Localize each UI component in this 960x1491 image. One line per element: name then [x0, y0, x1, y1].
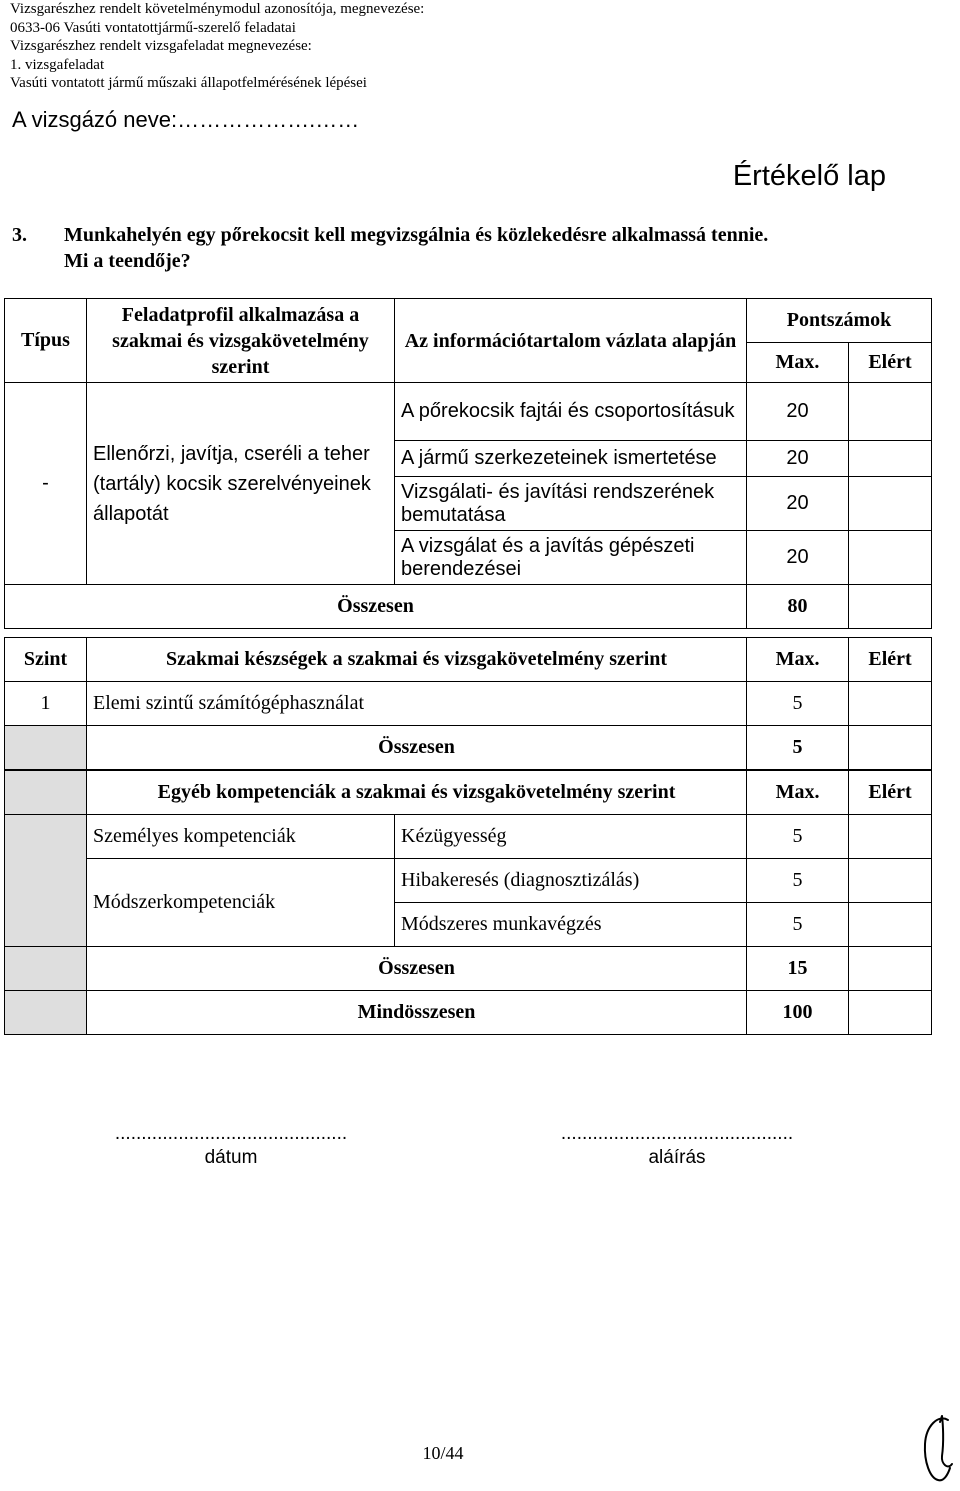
grand-total-achieved[interactable] — [849, 991, 932, 1035]
candidate-name-dots: ……………….…… — [177, 107, 360, 132]
other-competencies-header: Egyéb kompetenciák a szakmai és vizsgakövetelmény szerint — [87, 771, 747, 815]
type-header: Típus — [5, 299, 87, 383]
total-value: 5 — [747, 726, 849, 770]
total-value: 15 — [747, 947, 849, 991]
outline-item: Vizsgálati- és javítási rendszerének bemutatása — [395, 477, 747, 531]
competency-item: Kézügyesség — [395, 815, 747, 859]
profile-value: Ellenőrzi, javítja, cseréli a teher (tartály) kocsik szerelvényeinek állapotát — [87, 383, 395, 585]
competency-item: Módszeres munkavégzés — [395, 903, 747, 947]
total-achieved[interactable] — [849, 585, 932, 629]
max-value: 20 — [747, 531, 849, 585]
max-value: 5 — [747, 682, 849, 726]
question-text-line1: Munkahelyén egy pőrekocsit kell megvizsgálnia és közlekedésre alkalmassá tennie. — [64, 224, 769, 246]
question-text-line2: Mi a teendője? — [64, 250, 191, 272]
skills-header: Szakmai készségek a szakmai és vizsgakövetelmény szerint — [87, 638, 747, 682]
max-value: 20 — [747, 477, 849, 531]
achieved-value[interactable] — [849, 682, 932, 726]
skills-table — [4, 637, 932, 770]
max-header: Max. — [747, 638, 849, 682]
signature-block — [542, 1122, 812, 1170]
outline-item: A pőrekocsik fajtái és csoportosításuk — [395, 383, 747, 441]
achieved-header: Elért — [849, 343, 932, 383]
achieved-value[interactable] — [849, 903, 932, 947]
achieved-header: Elért — [849, 771, 932, 815]
achieved-value[interactable] — [849, 441, 932, 477]
level-value: 1 — [5, 682, 87, 726]
question — [12, 222, 912, 274]
date-signature-block — [96, 1122, 366, 1170]
achieved-value[interactable] — [849, 531, 932, 585]
header-line: Vasúti vontatott jármű műszaki állapotfelmérésének lépései — [10, 75, 367, 91]
document-header — [10, 0, 424, 93]
empty-cell — [5, 726, 87, 770]
max-header: Max. — [747, 343, 849, 383]
candidate-name-label: A vizsgázó neve: — [12, 107, 178, 132]
personal-competencies-label: Személyes kompetenciák — [87, 815, 395, 859]
competency-item: Hibakeresés (diagnosztizálás) — [395, 859, 747, 903]
empty-cell — [5, 771, 87, 815]
total-achieved[interactable] — [849, 726, 932, 770]
question-number: 3. — [12, 224, 27, 246]
empty-cell — [5, 815, 87, 947]
total-label: Összesen — [87, 947, 747, 991]
achieved-value[interactable] — [849, 477, 932, 531]
achieved-value[interactable] — [849, 815, 932, 859]
total-value: 80 — [747, 585, 849, 629]
grand-total-label: Mindösszesen — [87, 991, 747, 1035]
total-label: Összesen — [5, 585, 747, 629]
date-dots: ............................................ — [114, 1123, 348, 1144]
empty-cell — [5, 991, 87, 1035]
max-header: Max. — [747, 771, 849, 815]
header-line: Vizsgarészhez rendelt követelménymodul azonosítója, megnevezése: — [10, 1, 425, 17]
signature-label: aláírás — [648, 1147, 706, 1168]
achieved-value[interactable] — [849, 383, 932, 441]
max-value: 5 — [747, 859, 849, 903]
grand-total-value: 100 — [747, 991, 849, 1035]
date-label: dátum — [204, 1147, 258, 1168]
total-label: Összesen — [87, 726, 747, 770]
max-value: 20 — [747, 441, 849, 477]
max-value: 5 — [747, 815, 849, 859]
handwritten-initials-icon — [918, 1412, 958, 1484]
total-achieved[interactable] — [849, 947, 932, 991]
level-header: Szint — [5, 638, 87, 682]
empty-cell — [5, 947, 87, 991]
page-number: 10/44 — [422, 1443, 464, 1463]
header-line: Vizsgarészhez rendelt vizsgafeladat megnevezése: — [10, 38, 312, 54]
outline-item: A jármű szerkezeteinek ismertetése — [395, 441, 747, 477]
achieved-value[interactable] — [849, 859, 932, 903]
points-header: Pontszámok — [747, 299, 932, 343]
profile-header: Feladatprofil alkalmazása a szakmai és vizsgakövetelmény szerint — [87, 299, 395, 383]
competencies-table — [4, 770, 932, 1035]
evaluation-table — [4, 298, 932, 629]
skill-item: Elemi szintű számítógéphasználat — [87, 682, 747, 726]
header-line: 0633-06 Vasúti vontatottjármű-szerelő feladatai — [10, 19, 296, 36]
signature-dots: ............................................ — [560, 1123, 794, 1144]
achieved-header: Elért — [849, 638, 932, 682]
type-value: - — [5, 383, 87, 585]
method-competencies-label: Módszerkompetenciák — [87, 859, 395, 947]
page-title: Értékelő lap — [732, 160, 886, 192]
outline-header: Az információtartalom vázlata alapján — [395, 299, 747, 383]
outline-item: A vizsgálat és a javítás gépészeti berendezései — [395, 531, 747, 585]
max-value: 5 — [747, 903, 849, 947]
candidate-name-line — [12, 107, 359, 133]
header-line: 1. vizsgafeladat — [10, 56, 105, 73]
max-value: 20 — [747, 383, 849, 441]
